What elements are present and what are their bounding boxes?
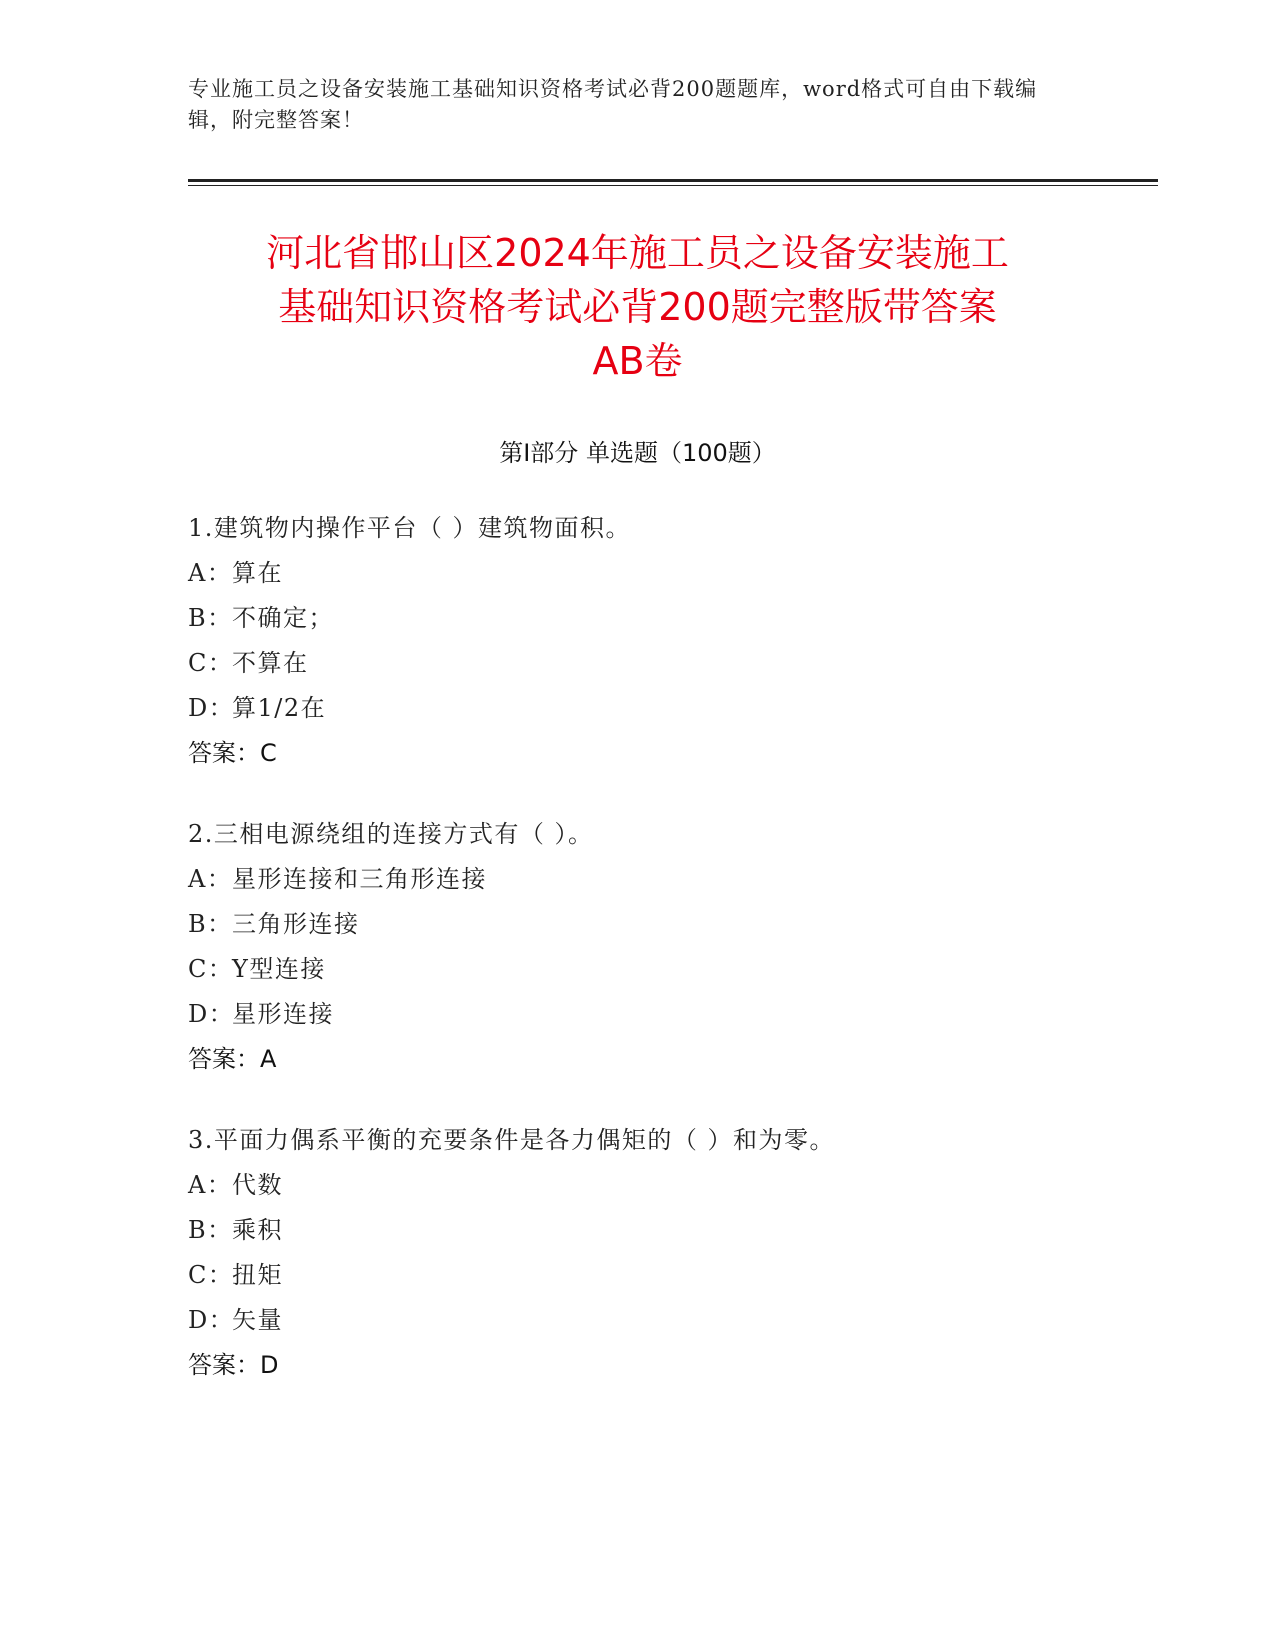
- option-text: 星形连接: [232, 1000, 334, 1028]
- option-text: 代数: [232, 1171, 283, 1199]
- option-b: [188, 902, 1128, 947]
- question-block: [188, 812, 1128, 1082]
- header-divider-thin: [188, 185, 1158, 186]
- option-a: [188, 857, 1128, 902]
- option-b: [188, 596, 1128, 641]
- option-label: D：: [188, 694, 235, 722]
- option-a: [188, 551, 1128, 596]
- answer: 答案：C: [188, 739, 277, 767]
- option-label: A：: [188, 559, 233, 587]
- question-stem: 2.三相电源绕组的连接方式有（ ）。: [188, 820, 594, 848]
- header-note: 专业施工员之设备安装施工基础知识资格考试必背200题题库，word格式可自由下载编辑，附完整答案！: [188, 77, 1038, 132]
- question-stem: 3.平面力偶系平衡的充要条件是各力偶矩的（ ）和为零。: [188, 1126, 836, 1154]
- option-d: [188, 992, 1128, 1037]
- option-text: 算1/2在: [232, 694, 327, 722]
- option-text: 乘积: [232, 1216, 283, 1244]
- option-text: Y型连接: [232, 955, 326, 983]
- option-label: B：: [188, 1216, 233, 1244]
- answer: 答案：A: [188, 1045, 277, 1073]
- option-b: [188, 1208, 1128, 1253]
- option-label: D：: [188, 1000, 235, 1028]
- option-text: 扭矩: [232, 1261, 283, 1289]
- header-divider-thick: [188, 179, 1158, 182]
- title-line-1: 河北省邯山区2024年施工员之设备安装施工: [266, 231, 1009, 275]
- question-block: [188, 1118, 1128, 1388]
- option-label: C：: [188, 955, 234, 983]
- option-a: [188, 1163, 1128, 1208]
- option-text: 算在: [232, 559, 283, 587]
- option-text: 三角形连接: [232, 910, 360, 938]
- option-label: A：: [188, 1171, 233, 1199]
- title-line-3: AB卷: [592, 339, 683, 383]
- question-block: [188, 506, 1128, 776]
- option-text: 不确定；: [232, 604, 334, 632]
- option-d: [188, 686, 1128, 731]
- document-title: [160, 226, 1115, 388]
- option-label: A：: [188, 865, 233, 893]
- option-label: D：: [188, 1306, 235, 1334]
- option-label: B：: [188, 910, 233, 938]
- option-text: 不算在: [232, 649, 309, 677]
- answer: 答案：D: [188, 1351, 279, 1379]
- question-stem: 1.建筑物内操作平台（ ）建筑物面积。: [188, 514, 632, 542]
- option-label: C：: [188, 1261, 234, 1289]
- section-heading: 第I部分 单选题（100题）: [499, 439, 776, 467]
- option-text: 星形连接和三角形连接: [232, 865, 487, 893]
- option-text: 矢量: [232, 1306, 283, 1334]
- option-c: [188, 947, 1128, 992]
- title-line-2: 基础知识资格考试必背200题完整版带答案: [278, 285, 997, 329]
- option-label: B：: [188, 604, 233, 632]
- option-c: [188, 1253, 1128, 1298]
- option-c: [188, 641, 1128, 686]
- option-d: [188, 1298, 1128, 1343]
- option-label: C：: [188, 649, 234, 677]
